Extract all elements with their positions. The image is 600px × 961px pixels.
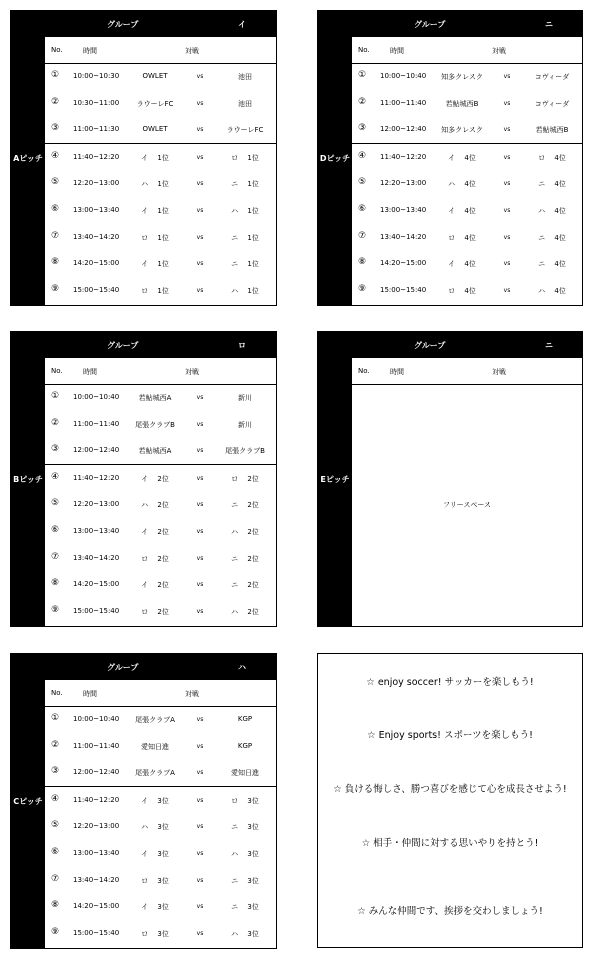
- row-time: 13:00~13:40: [73, 526, 120, 535]
- table-row: [45, 250, 276, 277]
- table-row: [45, 813, 276, 840]
- row-team1: ハ 2位: [141, 501, 169, 510]
- row-vs: vs: [196, 233, 204, 241]
- row-number: ⑨: [51, 604, 60, 615]
- group-letter: ニ: [545, 341, 553, 350]
- row-team1: 尾張クラブB: [135, 420, 175, 429]
- row-team1: イ 1位: [141, 206, 169, 215]
- group-header: [352, 11, 582, 37]
- table-row: [45, 733, 276, 760]
- row-time: 10:30~11:00: [73, 98, 120, 107]
- pitch-label: Bピッチ: [11, 332, 45, 626]
- row-time: 10:00~10:40: [73, 715, 120, 723]
- row-team1: 若鮎城西A: [138, 394, 172, 402]
- row-number: ②: [51, 417, 60, 428]
- col-match: 対戦: [492, 368, 506, 376]
- row-time: 15:00~15:40: [73, 285, 120, 294]
- row-number: ④: [51, 150, 60, 161]
- row-team1: イ 1位: [141, 260, 169, 269]
- row-vs: vs: [196, 742, 204, 750]
- row-vs: vs: [196, 180, 204, 188]
- row-team1: イ 3位: [141, 903, 169, 912]
- row-team1: ラウーレFC: [136, 99, 174, 108]
- pitch-label: Dピッチ: [318, 11, 352, 305]
- row-number: ⑨: [51, 283, 60, 294]
- row-team2: ハ 2位: [231, 527, 259, 536]
- row-team1: ロ 3位: [141, 929, 169, 938]
- row-number: ②: [51, 739, 60, 750]
- row-vs: vs: [503, 206, 511, 214]
- table-row: [45, 170, 276, 197]
- row-team2: ハ 1位: [231, 286, 259, 295]
- row-number: ③: [358, 123, 367, 134]
- row-vs: vs: [196, 607, 204, 615]
- row-team1: ロ 3位: [141, 876, 169, 885]
- row-time: 11:40~12:20: [380, 152, 427, 161]
- row-time: 10:00~10:30: [73, 72, 120, 80]
- row-time: 11:40~12:20: [73, 795, 120, 804]
- pitch-label: Eピッチ: [318, 332, 352, 626]
- row-time: 14:20~15:00: [73, 580, 120, 589]
- table-row: [45, 90, 276, 117]
- row-number: ⑤: [51, 498, 60, 509]
- row-team2: ハ 3位: [231, 929, 259, 938]
- group-label: グループ: [414, 341, 446, 350]
- row-number: ②: [358, 96, 367, 107]
- row-team1: 愛知日進: [141, 742, 169, 751]
- row-team1: OWLET: [142, 125, 168, 134]
- schedule-panel-a: [10, 10, 277, 306]
- row-team1: ハ 3位: [141, 823, 169, 832]
- table-row: [45, 465, 276, 492]
- column-headers: [45, 358, 276, 385]
- table-row: [45, 840, 276, 867]
- col-time: 時間: [83, 368, 97, 376]
- row-vs: vs: [196, 260, 204, 268]
- schedule-panel-e: [317, 331, 583, 627]
- row-time: 15:00~15:40: [73, 928, 120, 937]
- row-vs: vs: [196, 99, 204, 107]
- row-team1: ロ 2位: [141, 607, 169, 616]
- row-team2: ハ 3位: [231, 849, 259, 858]
- table-row: [352, 224, 582, 251]
- row-team2: コヴィーダ: [534, 99, 570, 108]
- row-vs: vs: [196, 796, 204, 804]
- col-no: No.: [51, 689, 63, 697]
- row-number: ①: [358, 70, 367, 80]
- col-no: No.: [358, 367, 370, 375]
- col-no: No.: [51, 46, 63, 54]
- row-team1: イ 2位: [141, 527, 169, 536]
- table-row: [352, 63, 582, 90]
- row-vs: vs: [196, 527, 204, 535]
- row-team2: KGP: [237, 741, 253, 750]
- pitch-label: Aピッチ: [11, 11, 45, 305]
- row-team2: ニ 1位: [231, 260, 259, 269]
- row-time: 12:20~13:00: [380, 179, 427, 188]
- row-number: ②: [51, 96, 60, 107]
- column-headers: [45, 37, 276, 64]
- row-vs: vs: [196, 394, 204, 401]
- row-vs: vs: [196, 447, 204, 455]
- row-team2: ニ 1位: [231, 233, 259, 242]
- free-space-label: フリースペース: [442, 501, 492, 509]
- row-team2: ニ 3位: [231, 823, 259, 832]
- row-vs: vs: [196, 126, 204, 134]
- table-row: [45, 893, 276, 920]
- row-number: ⑧: [358, 257, 367, 268]
- table-row: [352, 116, 582, 144]
- row-time: 13:40~14:20: [73, 875, 120, 884]
- group-header: [45, 11, 276, 37]
- row-team2: ニ 1位: [231, 180, 259, 189]
- row-team2: ハ 4位: [538, 286, 566, 295]
- row-time: 11:00~11:30: [73, 125, 120, 134]
- table-row: [352, 90, 582, 117]
- row-team1: ロ 4位: [448, 286, 476, 295]
- row-team2: ロ 4位: [538, 153, 566, 162]
- row-team2: ニ 3位: [231, 903, 259, 912]
- table-row: [45, 545, 276, 572]
- row-number: ⑤: [51, 177, 60, 188]
- row-number: ④: [51, 793, 60, 804]
- row-time: 11:00~11:40: [380, 98, 427, 107]
- row-number: ⑦: [51, 873, 60, 884]
- row-vs: vs: [196, 206, 204, 214]
- row-number: ⑤: [358, 177, 367, 188]
- col-time: 時間: [390, 47, 404, 55]
- row-team1: 知多クレスク: [441, 126, 483, 135]
- group-header: [45, 332, 276, 358]
- table-row: [352, 144, 582, 171]
- row-team2: 新川: [238, 420, 252, 429]
- table-row: [45, 759, 276, 787]
- table-row: [45, 518, 276, 545]
- table-row: [45, 63, 276, 90]
- row-time: 11:00~11:40: [73, 741, 120, 750]
- table-row: [45, 384, 276, 411]
- row-vs: vs: [503, 99, 511, 107]
- row-team1: イ 2位: [141, 581, 169, 590]
- row-vs: vs: [196, 153, 204, 161]
- schedule-panel-c: [10, 653, 277, 949]
- row-number: ①: [51, 70, 60, 80]
- row-vs: vs: [196, 716, 204, 723]
- table-row: [45, 197, 276, 224]
- table-row: [45, 144, 276, 171]
- match-rows: [45, 63, 276, 305]
- group-letter: イ: [238, 20, 246, 29]
- col-match: 対戦: [185, 690, 199, 698]
- row-time: 12:00~12:40: [73, 768, 120, 777]
- row-time: 11:00~11:40: [73, 419, 120, 428]
- row-time: 12:20~13:00: [73, 179, 120, 188]
- row-number: ⑧: [51, 257, 60, 268]
- row-team1: ハ 4位: [448, 180, 476, 189]
- row-number: ⑧: [51, 578, 60, 589]
- row-team2: ハ 2位: [231, 607, 259, 616]
- row-vs: vs: [503, 260, 511, 268]
- row-time: 13:00~13:40: [73, 848, 120, 857]
- row-vs: vs: [196, 474, 204, 482]
- col-time: 時間: [83, 47, 97, 55]
- row-team1: ロ 2位: [141, 554, 169, 563]
- row-team2: ニ 4位: [538, 260, 566, 269]
- row-vs: vs: [196, 769, 204, 777]
- row-number: ③: [51, 444, 60, 455]
- row-team2: ニ 4位: [538, 180, 566, 189]
- group-label: グループ: [107, 663, 139, 672]
- row-number: ⑥: [51, 524, 60, 535]
- table-row: [352, 277, 582, 304]
- motto-line: ☆ 相手・仲間に対する思いやりを持とう!: [361, 838, 539, 849]
- row-time: 12:20~13:00: [73, 500, 120, 509]
- row-team1: 知多クレスク: [441, 73, 483, 81]
- row-vs: vs: [503, 153, 511, 161]
- table-row: [45, 491, 276, 518]
- row-team1: イ 4位: [448, 153, 476, 162]
- row-time: 13:00~13:40: [380, 205, 427, 214]
- row-time: 14:20~15:00: [73, 259, 120, 268]
- schedule-panel-b: [10, 331, 277, 627]
- table-row: [45, 867, 276, 894]
- table-row: [45, 598, 276, 625]
- row-vs: vs: [503, 233, 511, 241]
- col-time: 時間: [390, 368, 404, 376]
- row-team1: ハ 1位: [141, 180, 169, 189]
- group-label: グループ: [414, 20, 446, 29]
- row-number: ④: [358, 150, 367, 161]
- motto-line: ☆ みんな仲間です、挨拶を交わしましょう!: [357, 906, 543, 917]
- row-team2: KGP: [237, 715, 253, 723]
- column-headers: [352, 37, 582, 64]
- row-team1: OWLET: [142, 72, 168, 80]
- row-team1: イ 1位: [141, 153, 169, 162]
- pitch-label: Cピッチ: [11, 654, 45, 948]
- row-time: 13:00~13:40: [73, 205, 120, 214]
- row-team2: コヴィーダ: [534, 73, 570, 81]
- group-header: [45, 654, 276, 680]
- row-team2: ロ 2位: [231, 474, 259, 483]
- row-number: ①: [51, 713, 60, 723]
- col-match: 対戦: [185, 368, 199, 376]
- row-team2: 新川: [238, 394, 252, 402]
- row-vs: vs: [196, 554, 204, 562]
- motto-line: ☆ enjoy soccer! サッカーを楽しもう!: [366, 677, 534, 688]
- row-team2: ニ 2位: [231, 554, 259, 563]
- row-team2: ハ 1位: [231, 206, 259, 215]
- row-time: 12:00~12:40: [73, 446, 120, 455]
- row-time: 12:20~13:00: [73, 822, 120, 831]
- row-number: ⑧: [51, 900, 60, 911]
- col-no: No.: [51, 367, 63, 375]
- row-vs: vs: [196, 286, 204, 294]
- row-team2: 若鮎城西B: [535, 126, 569, 135]
- row-team1: イ 3位: [141, 796, 169, 805]
- row-vs: vs: [503, 126, 511, 134]
- row-vs: vs: [196, 73, 204, 80]
- row-team2: ロ 3位: [231, 796, 259, 805]
- row-vs: vs: [196, 581, 204, 589]
- row-number: ③: [51, 766, 60, 777]
- motto-panel: [317, 653, 583, 948]
- row-team2: 池田: [238, 73, 252, 81]
- row-team2: ニ 3位: [231, 876, 259, 885]
- row-time: 11:40~12:20: [73, 473, 120, 482]
- table-row: [352, 197, 582, 224]
- table-row: [45, 787, 276, 814]
- table-row: [352, 170, 582, 197]
- row-number: ⑥: [51, 203, 60, 214]
- row-team1: 尾張クラブA: [135, 769, 175, 778]
- row-team1: ロ 1位: [141, 286, 169, 295]
- group-label: グループ: [107, 20, 139, 29]
- row-team1: イ 4位: [448, 260, 476, 269]
- row-number: ⑥: [51, 846, 60, 857]
- row-team1: ロ 4位: [448, 233, 476, 242]
- row-number: ⑨: [51, 926, 60, 937]
- column-headers: [352, 358, 582, 385]
- row-team1: 若鮎城西B: [445, 99, 479, 108]
- row-vs: vs: [196, 823, 204, 831]
- row-team2: ハ 4位: [538, 206, 566, 215]
- row-time: 12:00~12:40: [380, 125, 427, 134]
- row-number: ⑨: [358, 283, 367, 294]
- group-letter: ロ: [238, 341, 246, 350]
- table-row: [45, 224, 276, 251]
- row-time: 10:00~10:40: [73, 393, 120, 401]
- row-team2: ロ 1位: [231, 153, 259, 162]
- col-match: 対戦: [185, 47, 199, 55]
- row-team2: ニ 2位: [231, 581, 259, 590]
- row-vs: vs: [503, 73, 511, 80]
- table-row: [352, 250, 582, 277]
- row-number: ⑥: [358, 203, 367, 214]
- free-space: [352, 384, 582, 626]
- table-row: [45, 277, 276, 304]
- column-headers: [45, 680, 276, 707]
- row-time: 14:20~15:00: [73, 902, 120, 911]
- col-match: 対戦: [492, 47, 506, 55]
- row-time: 13:40~14:20: [73, 232, 120, 241]
- col-no: No.: [358, 46, 370, 54]
- row-team1: ロ 1位: [141, 233, 169, 242]
- row-vs: vs: [503, 286, 511, 294]
- row-vs: vs: [196, 849, 204, 857]
- group-letter: ハ: [238, 663, 246, 672]
- row-time: 13:40~14:20: [73, 553, 120, 562]
- row-team2: ニ 4位: [538, 233, 566, 242]
- group-label: グループ: [107, 341, 139, 350]
- col-time: 時間: [83, 690, 97, 698]
- row-vs: vs: [196, 501, 204, 509]
- table-row: [45, 116, 276, 144]
- match-rows: [45, 706, 276, 948]
- row-number: ⑦: [358, 230, 367, 241]
- motto-line: ☆ 負ける悔しさ、勝つ喜びを感じて心を成長させよう!: [333, 784, 567, 795]
- row-team2: ニ 2位: [231, 501, 259, 510]
- row-number: ⑦: [51, 551, 60, 562]
- row-number: ③: [51, 123, 60, 134]
- table-row: [45, 437, 276, 465]
- row-time: 15:00~15:40: [73, 606, 120, 615]
- row-time: 10:00~10:40: [380, 72, 427, 80]
- row-number: ⑦: [51, 230, 60, 241]
- row-team1: イ 3位: [141, 849, 169, 858]
- row-team1: イ 4位: [448, 206, 476, 215]
- row-number: ①: [51, 391, 60, 401]
- row-team2: 池田: [238, 99, 252, 108]
- match-rows: [45, 384, 276, 626]
- row-team1: 若鮎城西A: [138, 447, 172, 456]
- group-header: [352, 332, 582, 358]
- row-time: 11:40~12:20: [73, 152, 120, 161]
- row-team2: 愛知日進: [231, 769, 259, 778]
- table-row: [45, 571, 276, 598]
- table-row: [45, 411, 276, 438]
- match-rows: [352, 63, 582, 305]
- row-number: ④: [51, 471, 60, 482]
- row-team2: 尾張クラブB: [225, 447, 265, 456]
- table-row: [45, 920, 276, 947]
- table-row: [45, 706, 276, 733]
- row-team2: ラウーレFC: [226, 126, 264, 135]
- row-vs: vs: [196, 929, 204, 937]
- row-vs: vs: [503, 180, 511, 188]
- row-time: 13:40~14:20: [380, 232, 427, 241]
- motto-line: ☆ Enjoy sports! スポーツを楽しもう!: [367, 730, 533, 741]
- row-vs: vs: [196, 876, 204, 884]
- row-vs: vs: [196, 420, 204, 428]
- row-vs: vs: [196, 903, 204, 911]
- schedule-panel-d: [317, 10, 583, 306]
- row-team1: イ 2位: [141, 474, 169, 483]
- row-time: 15:00~15:40: [380, 285, 427, 294]
- row-number: ⑤: [51, 820, 60, 831]
- group-letter: ニ: [545, 20, 553, 29]
- row-team1: 尾張クラブA: [135, 716, 175, 724]
- row-time: 14:20~15:00: [380, 259, 427, 268]
